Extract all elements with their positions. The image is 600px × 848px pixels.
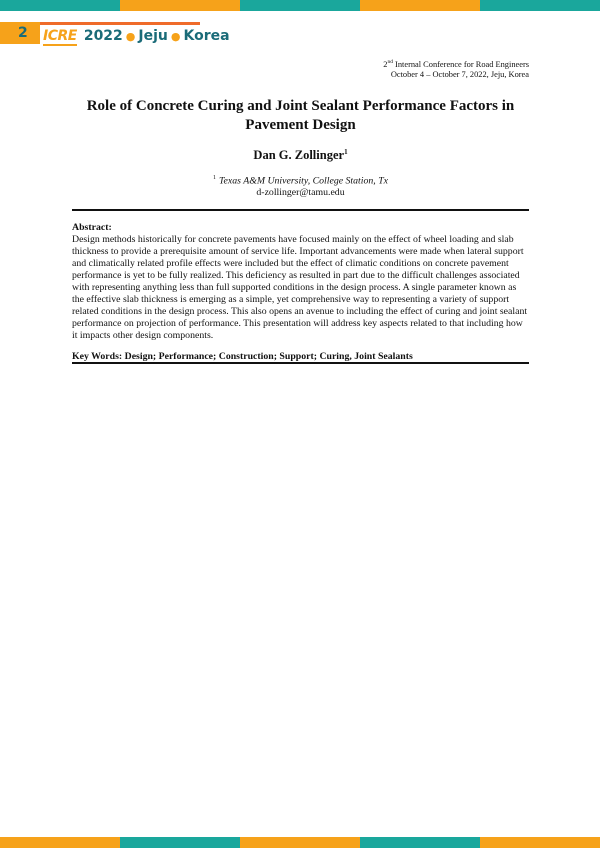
header-accent-line (40, 22, 200, 25)
top-bar-orange-segment (120, 0, 240, 11)
bottom-bar-orange-segment (240, 837, 360, 848)
bottom-bar-teal-segment (360, 837, 480, 848)
bottom-color-bar (0, 837, 600, 848)
author (72, 148, 529, 163)
logo-dot-icon: ● (170, 29, 181, 43)
conference-line-1: 2nd Internal Conference for Road Engineers (383, 59, 529, 69)
author-superscript: 1 (344, 148, 348, 156)
top-bar-teal-segment (240, 0, 360, 11)
affiliation-text: Texas A&M University, College Station, Tx (219, 175, 388, 187)
logo-country: Korea (183, 28, 230, 44)
keywords: Key Words: Design; Performance; Construction; Support; Curing, Joint Sealants (72, 351, 413, 362)
abstract-top-rule (72, 209, 529, 211)
top-bar-teal-segment (0, 0, 120, 11)
author-name: Dan G. Zollinger (253, 148, 345, 163)
bottom-bar-orange-segment (480, 837, 600, 848)
affiliation-superscript: 1 (213, 175, 216, 181)
logo-dot-icon: ● (125, 29, 136, 43)
top-color-bar (0, 0, 600, 11)
paper-title: Role of Concrete Curing and Joint Sealant Performance Factors in Pavement Design (86, 98, 515, 133)
affiliation (72, 172, 529, 199)
top-bar-orange-segment (360, 0, 480, 11)
bottom-bar-orange-segment (0, 837, 120, 848)
conference-info (383, 57, 529, 81)
page-number: 2 (18, 25, 28, 41)
abstract (72, 222, 530, 342)
logo-city: Jeju (138, 28, 168, 44)
keywords-bottom-rule (72, 362, 529, 364)
top-bar-teal-segment (480, 0, 600, 11)
author-email: d-zollinger@tamu.edu (256, 187, 345, 199)
conference-logo (43, 28, 230, 44)
logo-year: 2022 (83, 28, 123, 44)
conference-line-2: October 4 – October 7, 2022, Jeju, Korea (390, 70, 529, 80)
abstract-body: Design methods historically for concrete pavements have focused mainly on the effect of wheel loading and slab thickness to provide a prerequisite amount of service life. Important advancements were made when lateral support and climatically related profile effects were included but the effect of climatic conditions on concrete pavement performance is yet to be fully realized. This deficiency as resulted in part due to the difficult challenges associated with representing anything less than full supported conditions in the design process. A single parameter known as the effective slab thickness is emerging as a simple, yet comprehensive way to representing a variety of support related conditions in the design process. This also opens an avenue to including the effect of curing and joint sealant performance on projection of performance. This presentation will address key aspects related to that including how it impacts other design components. (72, 233, 528, 341)
abstract-heading: Abstract: (72, 222, 112, 233)
bottom-bar-teal-segment (120, 837, 240, 848)
logo-mark: ICRE (43, 28, 77, 44)
